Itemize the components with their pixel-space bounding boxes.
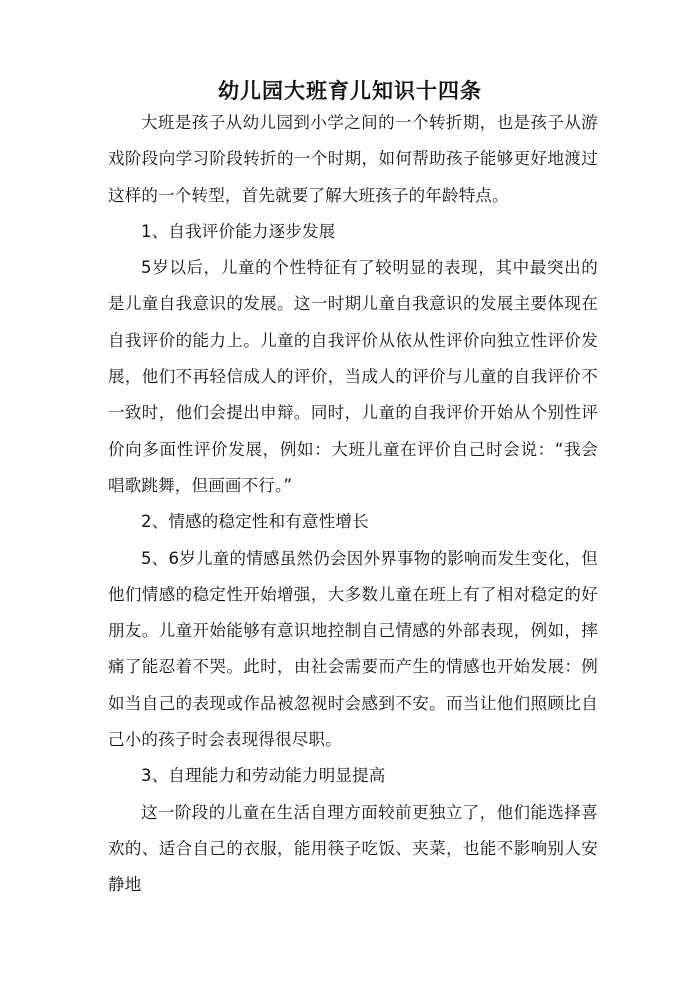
intro-paragraph: 大班是孩子从幼儿园到小学之间的一个转折期，也是孩子从游戏阶段向学习阶段转折的一个时期，如何帮助孩子能够更好地渡过这样的一个转型，首先就要了解大班孩子的年龄特点。 (108, 113, 598, 205)
section-paragraph-2: 5、6岁儿童的情感虽然仍会因外界事物的影响而发生变化，但他们情感的稳定性开始增强，大多数儿童在班上有了相对稳定的好朋友。儿童开始能够有意识地控制自己情感的外部表现，例如，摔痛了能忍着不哭。此时，由社会需要而产生的情感也开始发展：例如当自己的表现或作品被忽视时会感到不安。而当让他们照顾比自己小的孩子时会表现得很尽职。 (108, 548, 598, 750)
section-paragraph-3: 这一阶段的儿童在生活自理方面较前更独立了，他们能选择喜欢的、适合自己的衣服，能用筷子吃饭、夹菜，也能不影响别人安静地 (108, 802, 598, 895)
document-body (108, 105, 598, 904)
section-heading-1: 1、自我评价能力逐步发展 (141, 221, 336, 241)
section-paragraph-1: 5岁以后，儿童的个性特征有了较明显的表现，其中最突出的是儿童自我意识的发展。这一时期儿童自我意识的发展主要体现在自我评价的能力上。儿童的自我评价从依从性评价向独立性评价发展，他们不再轻信成人的评价，当成人的评价与儿童的自我评价不一致时，他们会提出申辩。同时，儿童的自我评价开始从个别性评价向多面性评价发展，例如：大班儿童在评价自己时会说：“我会唱歌跳舞，但画画不行。” (108, 258, 598, 495)
document-title: 幼儿园大班育儿知识十四条 (218, 79, 482, 104)
section-heading-2: 2、情感的稳定性和有意性增长 (141, 512, 369, 532)
section-heading-3: 3、自理能力和劳动能力明显提高 (141, 766, 386, 786)
